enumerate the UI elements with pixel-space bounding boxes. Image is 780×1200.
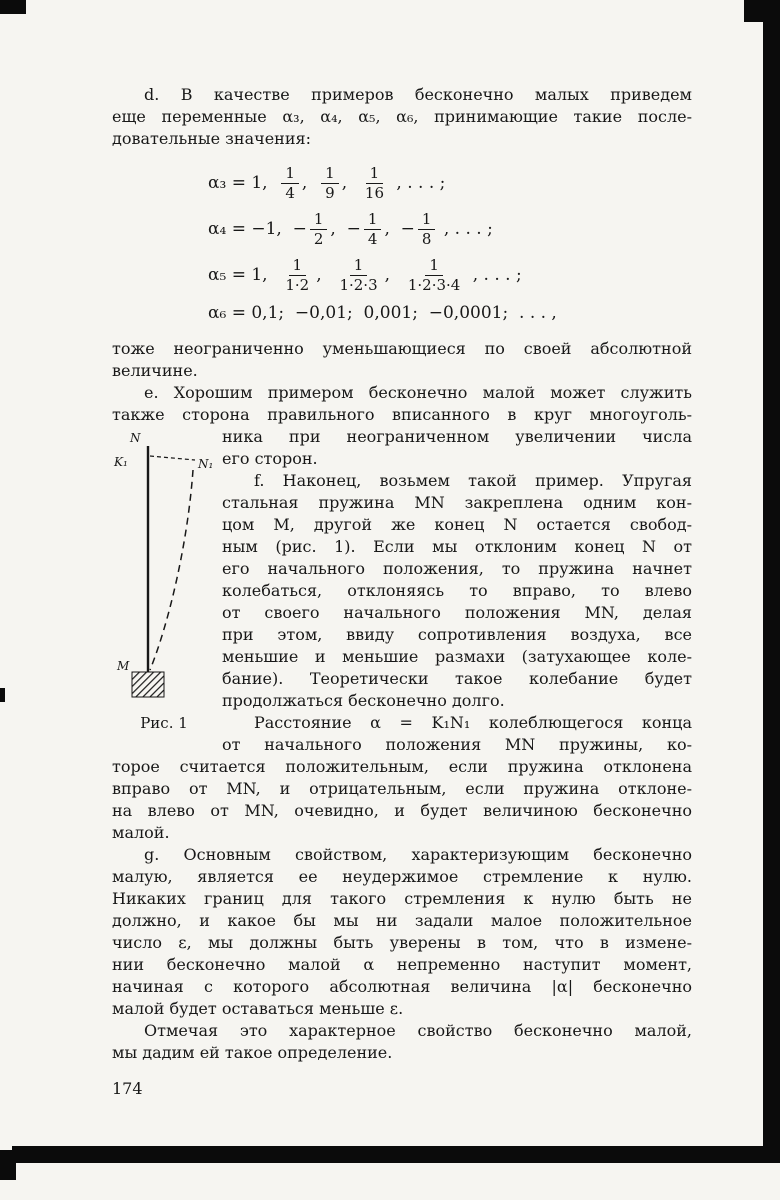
formula-text: , — [341, 173, 358, 193]
ground-hatch-block — [132, 672, 164, 697]
formula-text: α₅ = 1, — [208, 265, 279, 285]
text-line: нии бесконечно малой α непременно наступит момент, — [112, 955, 692, 974]
formula-text: , — [301, 173, 319, 193]
text-line: должно, и какое бы мы ни задали малое положительное — [112, 911, 692, 930]
paragraph-tozhe — [112, 338, 692, 382]
text-line: продолжаться бесконечно долго. — [222, 691, 505, 710]
text-line: вправо от MN, и отрицательным, если пружина отклоне- — [112, 779, 692, 798]
scan-artifact-top-left — [0, 0, 26, 14]
text-line: Отмечая это характерное свойство бесконечно малой, — [144, 1021, 692, 1040]
text-line: d. В качестве примеров бесконечно малых приведем — [144, 85, 692, 104]
text-line: Никаких границ для такого стремления к нулю быть не — [112, 889, 692, 908]
formula-alpha6 — [208, 298, 692, 328]
text-line: бание). Теоретически такое колебание будет — [222, 669, 692, 688]
text-line: ника при неограниченном увеличении числа — [222, 427, 692, 446]
text-line: от начального положения MN пружины, ко- — [222, 735, 692, 754]
fraction: $\frac{1}{9}$ — [321, 164, 339, 203]
spring-figure-svg — [112, 430, 216, 704]
paragraph-f — [222, 470, 692, 712]
text-line: его сторон. — [222, 449, 318, 468]
text-line: при этом, ввиду сопротивления воздуха, все — [222, 625, 692, 644]
text-line: стальная пружина MN закреплена одним кон- — [222, 493, 692, 512]
scan-artifact-left-mid — [0, 688, 5, 702]
deflection-dashed-line — [150, 456, 195, 460]
text-line: малой будет оставаться меньше ε. — [112, 999, 404, 1018]
page-content — [112, 84, 692, 1100]
fraction: $\frac{1}{1\cdot 2\cdot 3}$ — [339, 255, 378, 294]
figure-and-wrapped-text — [114, 426, 692, 756]
formula-text: α₃ = 1, — [208, 173, 279, 193]
fraction: $\frac{1}{4}$ — [281, 164, 299, 203]
fraction: $\frac{1}{4}$ — [364, 210, 382, 249]
fraction: $\frac{1}{1\cdot 2}$ — [285, 255, 310, 294]
formula-text: , — [316, 265, 333, 285]
text-line: число ε, мы должны быть уверены в том, что в измене- — [112, 933, 692, 952]
text-line: цом M, другой же конец N остается свобод- — [222, 515, 692, 534]
formula-block — [208, 160, 692, 328]
fraction: $\frac{1}{16}$ — [364, 163, 384, 202]
label-M: M — [117, 659, 130, 673]
text-line: довательные значения: — [112, 129, 311, 148]
fraction: $\frac{1}{1\cdot 2\cdot 3\cdot 4}$ — [407, 255, 461, 294]
text-line: g. Основным свойством, характеризующим бесконечно — [144, 845, 692, 864]
text-line: его начального положения, то пружина начнет — [222, 559, 692, 578]
label-N1: N₁ — [198, 457, 214, 471]
fraction: $\frac{1}{2}$ — [310, 210, 328, 249]
paragraph-d — [112, 84, 692, 150]
formula-text: , . . . ; — [391, 173, 446, 193]
page-number: 174 — [112, 1079, 143, 1098]
text-line: величине. — [112, 361, 198, 380]
text-line: еще переменные α₃, α₄, α₅, α₆, принимающие такие после- — [112, 107, 692, 126]
text-line: малой. — [112, 823, 170, 842]
figure-spring — [112, 430, 216, 734]
text-line: e. Хорошим примером бесконечно малой может служить — [144, 383, 692, 402]
spring-deflected-curve — [150, 470, 193, 670]
text-line: колебаться, отклоняясь то вправо, то влево — [222, 581, 692, 600]
text-line: f. Наконец, возьмем такой пример. Упругая — [254, 471, 692, 490]
text-line: Расстояние α = K₁N₁ колеблющегося конца — [254, 713, 692, 732]
formula-text: , − — [330, 219, 361, 239]
formula-text: , — [384, 265, 401, 285]
text-line: также сторона правильного вписанного в круг многоуголь- — [112, 405, 692, 424]
scan-artifact-bottom-edge — [12, 1146, 768, 1163]
formula-alpha3 — [208, 160, 692, 206]
figure-caption: Рис. 1 — [140, 714, 188, 732]
paragraph-distance-wrapped — [222, 712, 692, 756]
text-line: мы дадим ей такое определение. — [112, 1043, 393, 1062]
scan-artifact-right-edge — [763, 0, 780, 1163]
formula-text: α₆ = 0,1; −0,01; 0,001; −0,0001; . . . , — [208, 303, 557, 323]
text-line: малую, является ее неудержимое стремление к нулю. — [112, 867, 692, 886]
text-line: ным (рис. 1). Если мы отклоним конец N от — [222, 537, 692, 556]
label-K1: K₁ — [114, 455, 128, 469]
text-line: тоже неограниченно уменьшающиеся по своей абсолютной — [112, 339, 692, 358]
text-line: торое считается положительным, если пружина отклонена — [112, 757, 692, 776]
label-N: N — [130, 431, 141, 445]
formula-text: α₄ = −1, − — [208, 219, 307, 239]
formula-text: , . . . ; — [438, 219, 493, 239]
formula-text: , − — [384, 219, 415, 239]
scan-artifact-bottom-left — [0, 1150, 16, 1180]
formula-alpha4 — [208, 206, 692, 252]
paragraph-distance-full — [112, 756, 692, 844]
formula-text: , . . . ; — [467, 265, 522, 285]
paragraph-e-full — [112, 382, 692, 426]
text-line: меньшие и меньшие размахи (затухающее коле- — [222, 647, 692, 666]
paragraph-g — [112, 844, 692, 1020]
text-line: начиная с которого абсолютная величина |α| бесконечно — [112, 977, 692, 996]
formula-alpha5 — [208, 252, 692, 298]
text-line: на влево от MN, очевидно, и будет величиною бесконечно — [112, 801, 692, 820]
text-line: от своего начального положения MN, делая — [222, 603, 692, 622]
paragraph-final — [112, 1020, 692, 1064]
paragraph-e-wrapped — [222, 426, 692, 470]
fraction: $\frac{1}{8}$ — [418, 210, 436, 249]
